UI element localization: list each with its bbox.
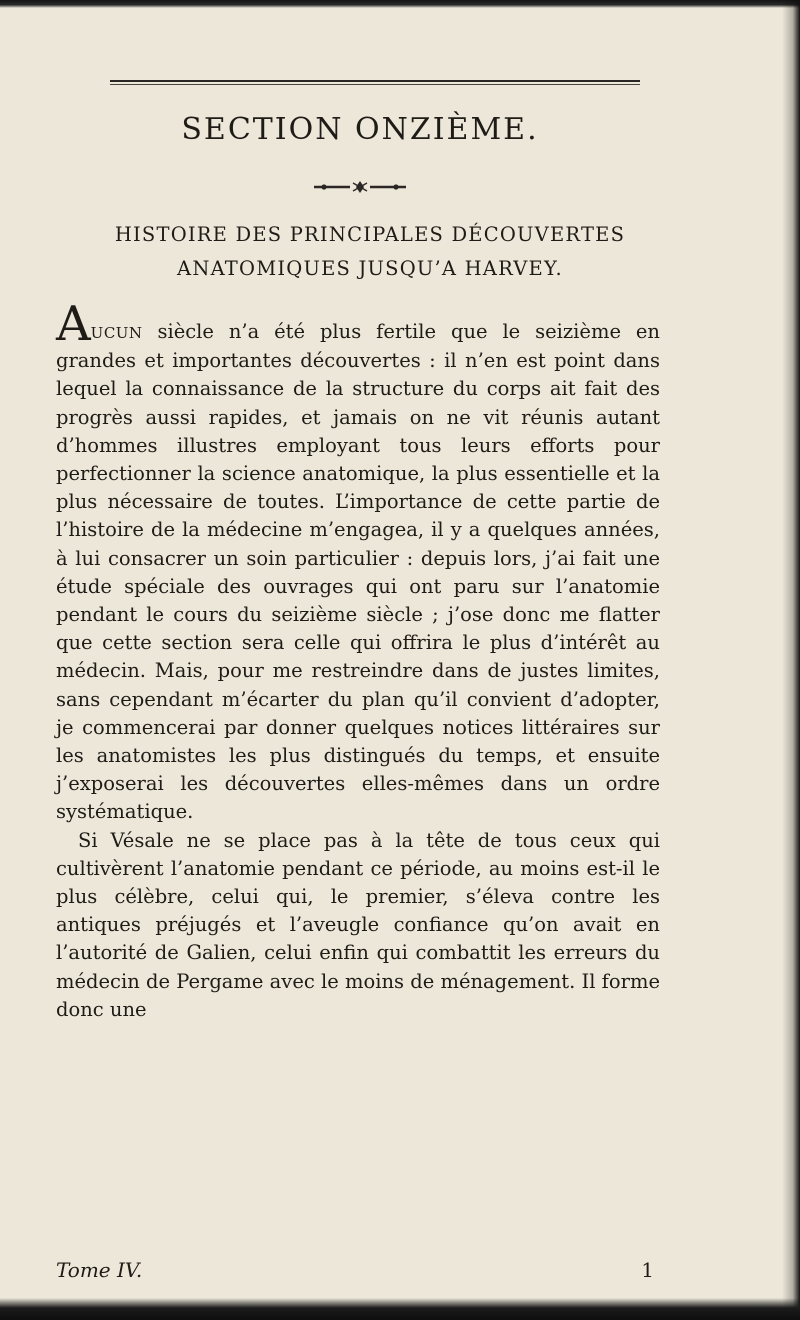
paragraph-2: Si Vésale ne se place pas à la tête de tous ceux qui cultivèrent l’anatomie pendant ce période, au moins est-il le plus célèbre, celui qui, le premier, s’éleva contre les antiques préjugés et l’aveugle confiance qu’on avait en l’autorité de Galien, celui enfin qui combattit les erreurs du médecin de Pergame avec le moins de ménagement. Il forme donc une [56,828,660,1021]
opening-small-caps: UCUN [90,324,143,342]
section-title: SECTION ONZIÈME. [181,112,539,147]
header-rule [110,80,640,82]
volume-signature: Tome IV. [56,1258,143,1282]
spine-shadow [782,0,800,1320]
page-number: 1 [641,1258,654,1282]
subtitle-line-2: ANATOMIQUES JUSQU’A HARVEY. [177,257,563,280]
chapter-subtitle [30,218,710,286]
page-footer [56,1258,660,1286]
header-rule-thin [110,84,640,85]
drop-cap: A [56,296,91,352]
paragraph-1 [56,296,660,827]
paragraph-1-text: siècle n’a été plus fertile que le seizième en grandes et importantes découvertes : il n’en est point dans lequel la connaissance de la structure du corps ait fait des progrès aussi rapides, et jamais on ne vit réunis autant d’hommes illustres employant tous leurs efforts pour perfectionner la science anatomique, la plus essentielle et la plus nécessaire de toutes. L’importance de cette partie de l’histoire de la médecine m’engagea, il y a quelques années, à lui consacrer un soin particulier : depuis lors, j’ai fait une étude spéciale des ouvrages qui ont paru sur l’anatomie pendant le cours du seizième siècle ; j’ose donc me flatter que cette section sera celle qui offrira le plus d’intérêt au médecin. Mais, pour me restreindre dans de justes limites, sans cependant m’écarter du plan qu’il convient d’adopter, je commencerai par donner quelques notices littéraires sur les anatomistes les plus distingués du temps, et ensuite j’exposerai les découvertes elles-mêmes dans un ordre systématique. [56,320,660,824]
body-text [56,296,660,1024]
subtitle-line-1: HISTOIRE DES PRINCIPALES DÉCOUVERTES [114,223,626,246]
top-edge-shadow [0,0,800,8]
ornament-divider-icon [312,180,408,194]
bottom-edge-shadow [0,1298,800,1320]
